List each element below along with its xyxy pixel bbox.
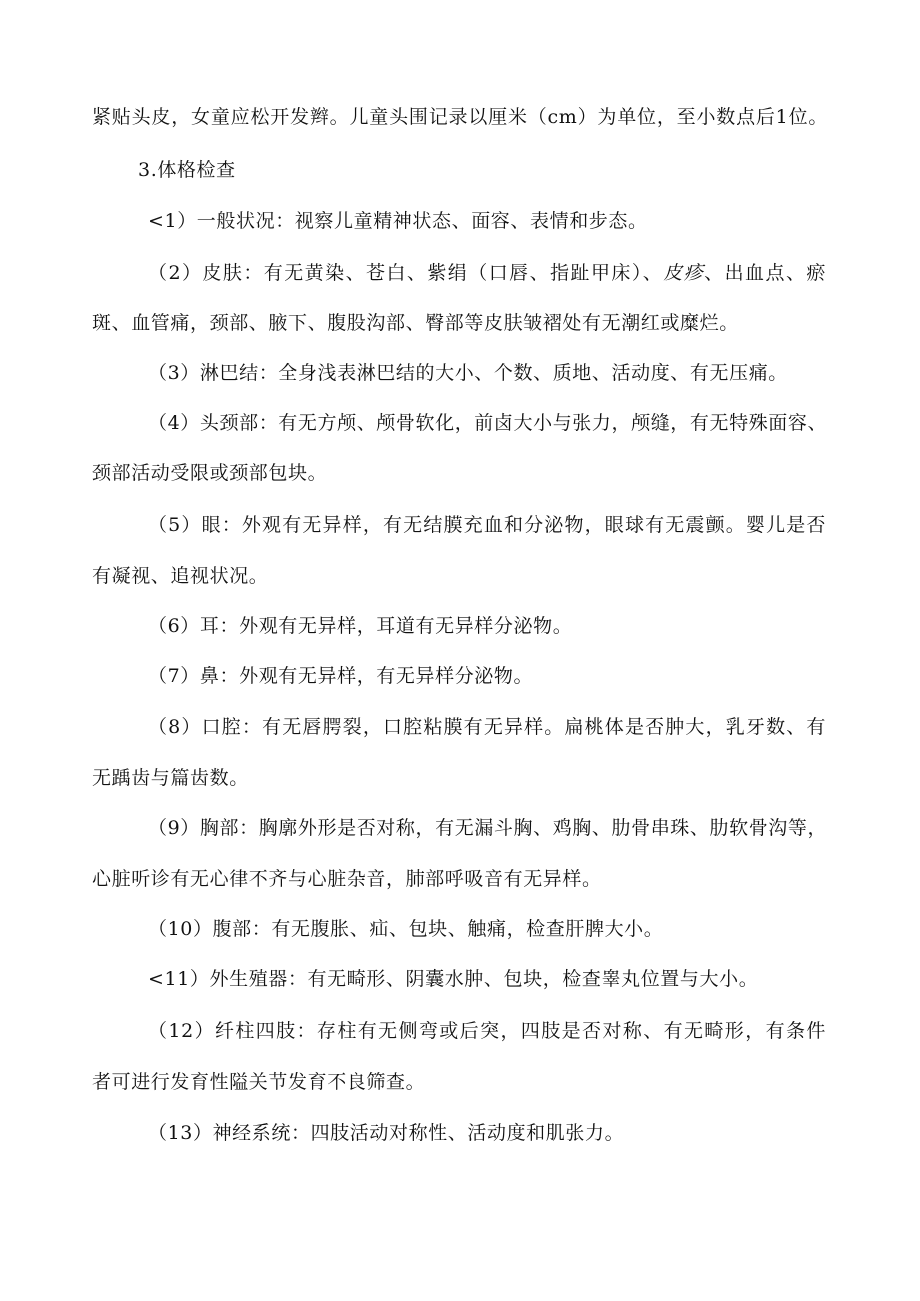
item-5-eye-line-2: 有凝视、追视状况。 xyxy=(92,565,269,587)
item-2-skin-line-2: 斑、血管痛，颈部、腋下、腹股沟部、臀部等皮肤皱褶处有无潮红或糜烂。 xyxy=(92,312,739,334)
item-7-nose: （7）鼻：外观有无异样，有无异样分泌物。 xyxy=(148,665,534,687)
item-2-text-a: （2）皮肤：有无黄染、苍白、紫绢（口唇、指趾甲床）、 xyxy=(148,262,664,284)
item-4-head-neck-line-1: （4）头颈部：有无方颅、颅骨软化，前卤大小与张力，颅缝，有无特殊面容、 xyxy=(148,412,828,434)
item-13-nervous-system: （13）神经系统：四肢活动对称性、活动度和肌张力。 xyxy=(148,1122,625,1144)
item-3-lymph: （3）淋巴结：全身浅表淋巴结的大小、个数、质地、活动度、有无压痛。 xyxy=(148,362,788,384)
intro-text: 紧贴头皮，女童应松开发辫。儿童头围记录以厘米（cm）为单位，至小数点后1位。 xyxy=(92,106,828,128)
item-2-text-b: 、出血点、瘀 xyxy=(704,262,826,284)
item-12-spine-limbs-line-2: 者可进行发育性隘关节发育不良筛查。 xyxy=(92,1071,426,1093)
item-2-rash: 皮疹 xyxy=(663,262,705,284)
section-heading: 3.体格检查 xyxy=(138,159,236,181)
item-8-mouth-line-2: 无踽齿与篇齿数。 xyxy=(92,767,249,789)
item-10-abdomen: （10）腹部：有无腹胀、疝、包块、触痛，检查肝脾大小。 xyxy=(148,918,664,940)
item-5-eye-line-1: （5）眼：外观有无异样，有无结膜充血和分泌物，眼球有无震颤。婴儿是否 xyxy=(148,514,826,536)
item-9-chest-line-1: （9）胸部：胸廓外形是否对称，有无漏斗胸、鸡胸、肋骨串珠、肋软骨沟等， xyxy=(148,817,828,839)
item-12-spine-limbs-line-1: （12）纤柱四肢：存柱有无侧弯或后突，四肢是否对称、有无畸形，有条件 xyxy=(148,1020,826,1042)
item-1-general: <1）一般状况：视察儿童精神状态、面容、表情和步态。 xyxy=(148,210,648,232)
item-4-head-neck-line-2: 颈部活动受限或颈部包块。 xyxy=(92,462,328,484)
item-11-genitalia: <11）外生殖器：有无畸形、阴囊水肿、包块，检查睾丸位置与大小。 xyxy=(148,968,759,990)
item-9-chest-line-2: 心脏听诊有无心律不齐与心脏杂音，肺部呼吸音有无异样。 xyxy=(92,868,602,890)
item-2-skin-line-1 xyxy=(148,260,826,286)
item-8-mouth-line-1: （8）口腔：有无唇腭裂，口腔粘膜有无异样。扁桃体是否肿大，乳牙数、有 xyxy=(148,716,826,738)
item-6-ear: （6）耳：外观有无异样，耳道有无异样分泌物。 xyxy=(148,615,573,637)
